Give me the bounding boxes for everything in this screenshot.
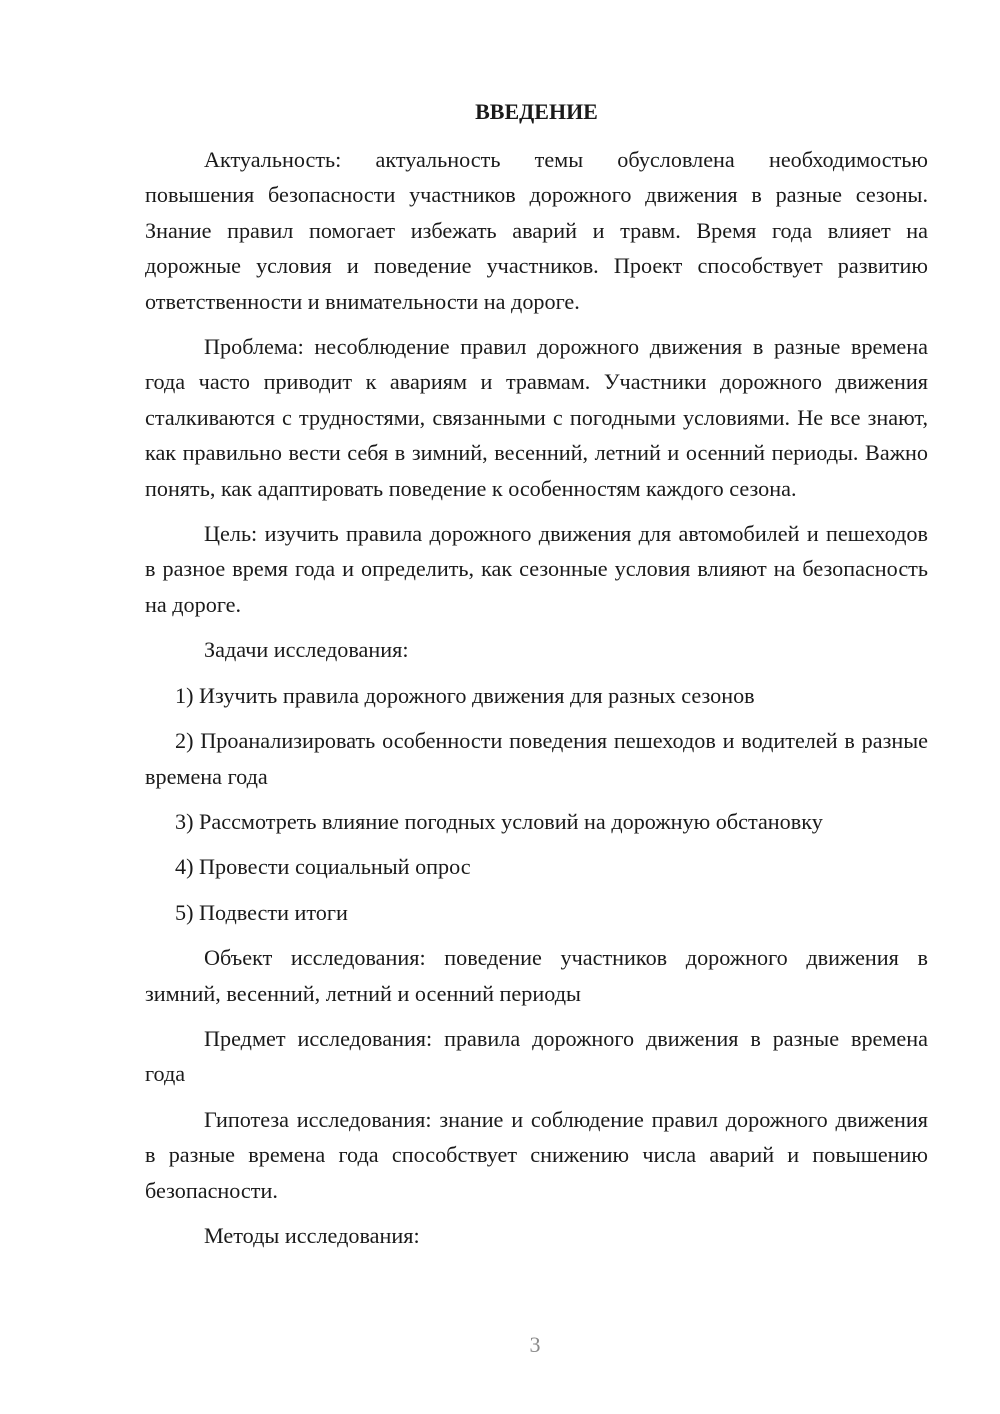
document-body	[145, 142, 928, 1263]
problem-paragraph: Проблема: несоблюдение правил дорожного движения в разные времена года часто приводит к авариям и травмам. Участники дорожного движения сталкиваются с трудностями, связанными с погодными условиями. Не все знают, как правильно вести себя в зимний, весенний, летний и осенний периоды. Важно понять, как адаптировать поведение к особенностям каждого сезона.	[145, 334, 928, 501]
tasks-heading: Задачи исследования:	[204, 637, 409, 663]
methods-heading: Методы исследования:	[204, 1222, 420, 1248]
goal-paragraph: Цель: изучить правила дорожного движения для автомобилей и пешеходов в разное время года и определить, как сезонные условия влияют на безопасность на дороге.	[145, 521, 928, 617]
task-item-5: 5) Подвести итоги	[175, 899, 348, 925]
object-paragraph: Объект исследования: поведение участников дорожного движения в зимний, весенний, летний и осенний периоды	[145, 945, 928, 1006]
task-item-4: 4) Провести социальный опрос	[175, 854, 471, 880]
hypothesis-paragraph: Гипотеза исследования: знание и соблюдение правил дорожного движения в разные времена года способствует снижению числа аварий и повышению безопасности.	[145, 1106, 928, 1203]
task-item-1: 1) Изучить правила дорожного движения для разных сезонов	[175, 682, 755, 708]
relevance-paragraph: Актуальность: актуальность темы обусловлена необходимостью повышения безопасности участников дорожного движения в разные сезоны. Знание правил помогает избежать аварий и травм. Время года влияет на дорожные условия и поведение участников. Проект способствует развитию ответственности и внимательности на дороге.	[145, 147, 928, 314]
page-title: ВВЕДЕНИЕ	[475, 99, 598, 124]
task-item-2: 2) Проанализировать особенности поведения пешеходов и водителей в разные времена года	[145, 728, 928, 789]
page-number: 3	[529, 1332, 541, 1357]
task-item-3: 3) Рассмотреть влияние погодных условий на дорожную обстановку	[175, 808, 823, 834]
subject-paragraph: Предмет исследования: правила дорожного движения в разные времена года	[145, 1025, 928, 1087]
